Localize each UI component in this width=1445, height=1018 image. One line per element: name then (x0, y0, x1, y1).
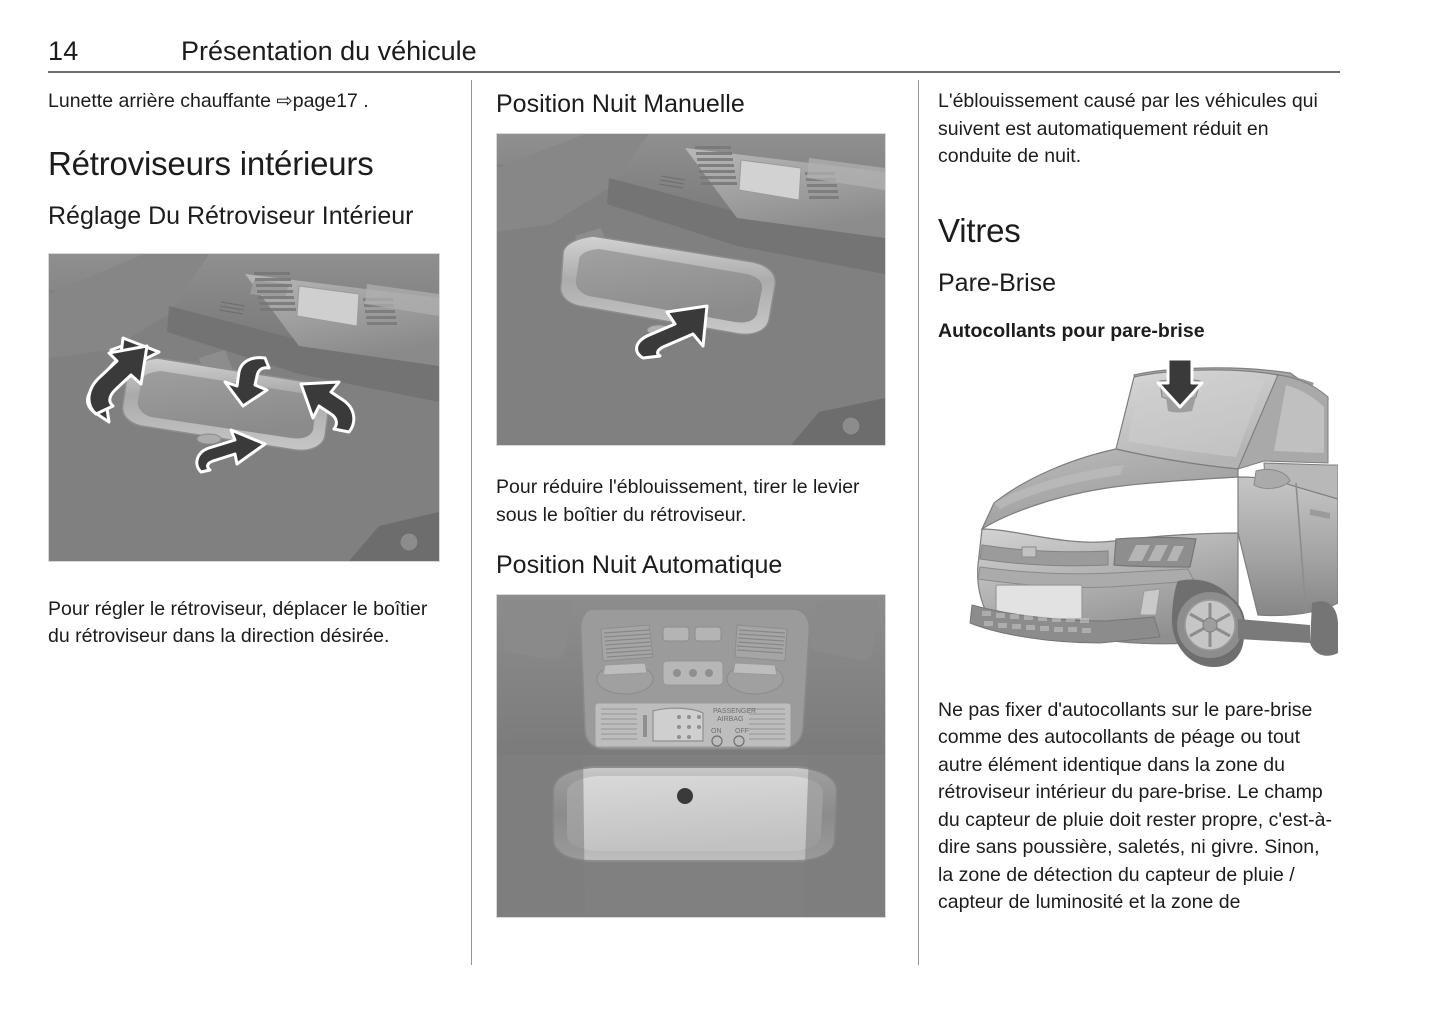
middle-column (496, 88, 892, 918)
column-divider-left (471, 80, 472, 965)
heading-windscreen-stickers: Autocollants pour pare-brise (938, 319, 1205, 342)
heading-windows: Vitres (938, 211, 1021, 249)
page-number: 14 (48, 36, 79, 66)
figure-interior-mirror-adjustment (48, 253, 440, 562)
heading-windscreen: Pare-Brise (938, 268, 1057, 297)
svg-text:PASSENGER: PASSENGER (713, 708, 757, 715)
heading-interior-mirrors: Rétroviseurs intérieurs (48, 144, 374, 182)
light-sensor-dot (677, 788, 693, 804)
page-header (48, 36, 1340, 76)
column-divider-right (918, 80, 919, 965)
paragraph-manual-night: Pour réduire l'éblouissement, tirer le levier sous le boîtier du rétroviseur. (496, 476, 860, 526)
figure-vehicle-windscreen-sensor (938, 353, 1338, 673)
paragraph-mirror-adjustment: Pour régler le rétroviseur, déplacer le boîtier du rétroviseur dans la direction désirée. (48, 597, 428, 647)
page-title: Présentation du véhicule (181, 36, 477, 66)
svg-text:ON: ON (711, 728, 722, 735)
heading-manual-night-position: Position Nuit Manuelle (496, 90, 745, 118)
cross-reference-heated-rear-window: Lunette arrière chauffante ⇨page17 . (48, 90, 369, 112)
heading-mirror-adjustment: Réglage Du Rétroviseur Intérieur (48, 201, 414, 230)
left-column (48, 88, 446, 651)
figure-automatic-night-mirror (496, 594, 886, 918)
heading-automatic-night-position: Position Nuit Automatique (496, 551, 783, 579)
svg-text:AIRBAG: AIRBAG (717, 716, 744, 723)
figure-manual-night-lever (496, 133, 886, 446)
right-column (938, 88, 1338, 917)
paragraph-auto-dimming: L'éblouissement causé par les véhicules qui suivent est automatiquement réduit en conduite de nuit. (938, 90, 1318, 167)
paragraph-no-stickers-warning: Ne pas fixer d'autocollants sur le pare-brise comme des autocollants de péage ou tout autre élément identique dans la zone du rétroviseur intérieur du pare-brise. Le champ du capteur de pluie doit rester propre, c'est-à-dire sans poussière, saletés, ni givre. Sinon, la zone de détection du capteur de pluie / capteur de luminosité et la zone de (938, 698, 1332, 913)
header-rule (48, 71, 1340, 73)
svg-text:OFF: OFF (735, 728, 749, 735)
